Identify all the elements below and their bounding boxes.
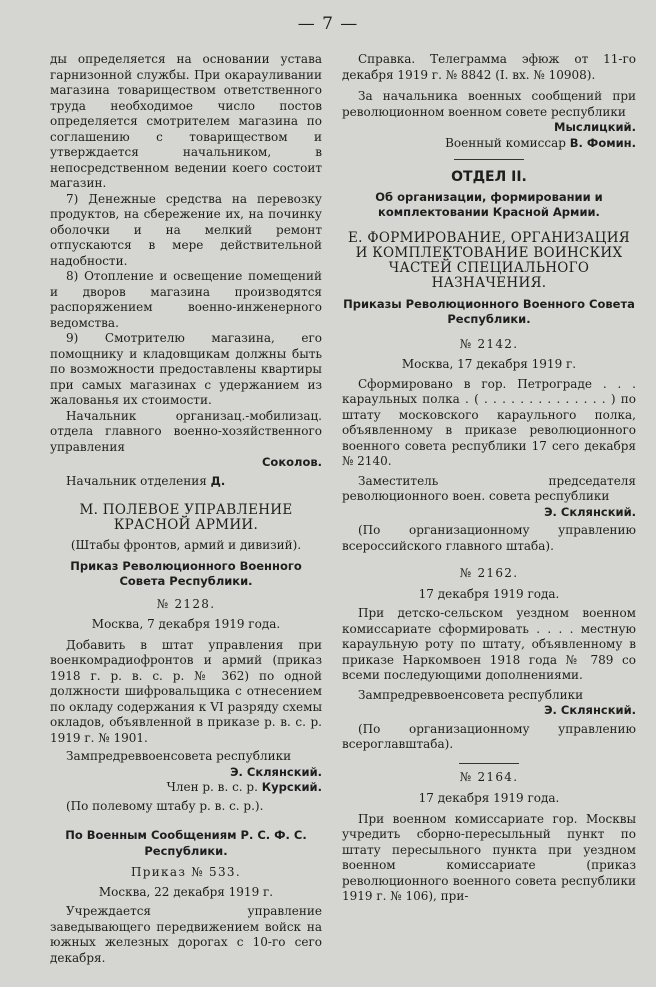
signature-title: Зампредреввоенсовета республики [358, 687, 584, 702]
department-note: (По полевому штабу р. в. с. р.). [66, 798, 264, 813]
signature-title: Зампредреввоенсовета республики [66, 749, 292, 763]
signature-name: Э. Склянский. [230, 764, 322, 779]
divider [454, 159, 524, 160]
signature-name: Курский. [261, 780, 322, 794]
signature-title: Начальник отделения Д. [66, 473, 226, 488]
order-text: При военном комиссариате гор. Москвы учредить сборно-пересыльный пункт по штату пересыльного пункта при уездном военном комиссариате (приказ революционного военного совета республики 1919 г. № 106), при- [342, 811, 636, 903]
order-number: № 2162. [459, 566, 519, 580]
section-heading: М. ПОЛЕВОЕ УПРАВЛЕНИЕ КРАСНОЙ АРМИИ. [79, 502, 293, 533]
right-column [342, 52, 636, 905]
section-heading: Е. ФОРМИРОВАНИЕ, ОРГАНИЗАЦИЯ И КОМПЛЕКТОВАНИЕ ВОИНСКИХ ЧАСТЕЙ СПЕЦИАЛЬНОГО НАЗНАЧЕНИЯ. [347, 229, 630, 291]
order-date: 17 декабря 1919 года. [418, 586, 560, 601]
page-number: — 7 — [297, 14, 359, 34]
order-date: Москва, 22 декабря 1919 г. [98, 884, 274, 899]
reference-note: Справка. Телеграмма эфюж от 11-го декабря 1919 г. № 8842 (I. вх. № 10908). [342, 52, 636, 82]
signature-name: В. Фомин. [569, 135, 636, 150]
section-subheading: (Штабы фронтов, армий и дивизий). [70, 538, 302, 552]
order-title: По Военным Сообщениям Р. С. Ф. С. Республики. [65, 828, 307, 858]
signature-name: Э. Склянский. [544, 703, 636, 717]
left-column [50, 52, 322, 966]
signature-title: Член р. в. с. р. Курский. [166, 780, 322, 794]
paragraph: ды определяется на основании устава гарнизонной службы. При окарауливании магазина товариществом ответственного труда необходимое число постов определяется смотрителем магазина по соглашению с товариществом и утверждается начальником, в непосредственном ведении коего состоит магазин. [50, 52, 322, 190]
order-number: Приказ № 533. [131, 865, 241, 879]
signature-title: Начальник организац.-мобилизац. отдела главного военно-хозяйственного управления [50, 408, 322, 454]
order-text: Добавить в штат управления при военкомрадиофронтов и армий (приказ 1918 г. р. в. с. р. № 362) по одной должности шифровальщика с отнесением по окладу содержания к VI разряду схемы окладов, объявленной в приказе р. в. с. р. 1919 г. № 1901. [50, 637, 322, 745]
paragraph-7: 7) Денежные средства на перевозку продуктов, на сбережение их, на починку оболочки и на мелкий ремонт отпускаются в мере действительной надобности. [50, 191, 322, 268]
order-number: № 2164. [459, 769, 519, 784]
order-text: При детско-сельском уездном военном комиссариате сформировать . . . . местную караульную роту по штату, объявленному в приказе Наркомвоен 1918 года № 789 со всеми последующими дополнениями. [342, 606, 636, 682]
department-title: ОТДЕЛ II. [451, 169, 527, 185]
signature-name: Э. Склянский. [544, 504, 636, 519]
order-text: Сформировано в гор. Петрограде . . . караульных полка . ( . . . . . . . . . . . . . . ) по штату московского караульного полка, объявленному в приказе революционного военного совета республики 17 сего декабря № 2140. [342, 376, 636, 468]
order-number: № 2142. [459, 336, 519, 351]
order-text: Учреждается управление заведывающего передвижением войск на южных железных дорогах с 10-го сего декабря. [50, 904, 322, 965]
signature-name: Соколов. [261, 455, 322, 469]
signature-title: Военный комиссар В. Фомин. [445, 135, 636, 150]
order-date: Москва, 17 декабря 1919 г. [401, 357, 577, 371]
divider [459, 763, 519, 764]
paragraph-9: 9) Смотрителю магазина, его помощнику и кладовщикам должны быть по возможности предоставлены квартиры при самых магазинах с удержанием из жалованья их стоимости. [50, 331, 322, 407]
order-date: Москва, 7 декабря 1919 года. [91, 617, 281, 631]
order-date: 17 декабря 1919 года. [418, 791, 560, 805]
order-number: № 2128. [156, 596, 216, 611]
orders-title: Приказы Революционного Военного Совета Республики. [343, 296, 635, 326]
department-note: (По организационному управлению всероссийского главного штаба). [342, 523, 636, 553]
signature-name: Д. [210, 473, 226, 488]
paragraph-8: 8) Отопление и освещение помещений и дворов магазина производятся распоряжением военно-инженерного ведомства. [50, 269, 322, 330]
signature-title: За начальника военных сообщений при революционном военном совете республики [342, 89, 636, 119]
signature-name: Мыслицкий. [554, 120, 636, 134]
department-subtitle: Об организации, формировании и комплектовании Красной Армии. [375, 189, 603, 219]
order-title: Приказ Революционного Военного Совета Республики. [70, 558, 302, 588]
department-note: (По организационному управлению всероглавштаба). [342, 721, 636, 751]
signature-title: Заместитель председателя революционного воен. совета республики [342, 473, 636, 503]
